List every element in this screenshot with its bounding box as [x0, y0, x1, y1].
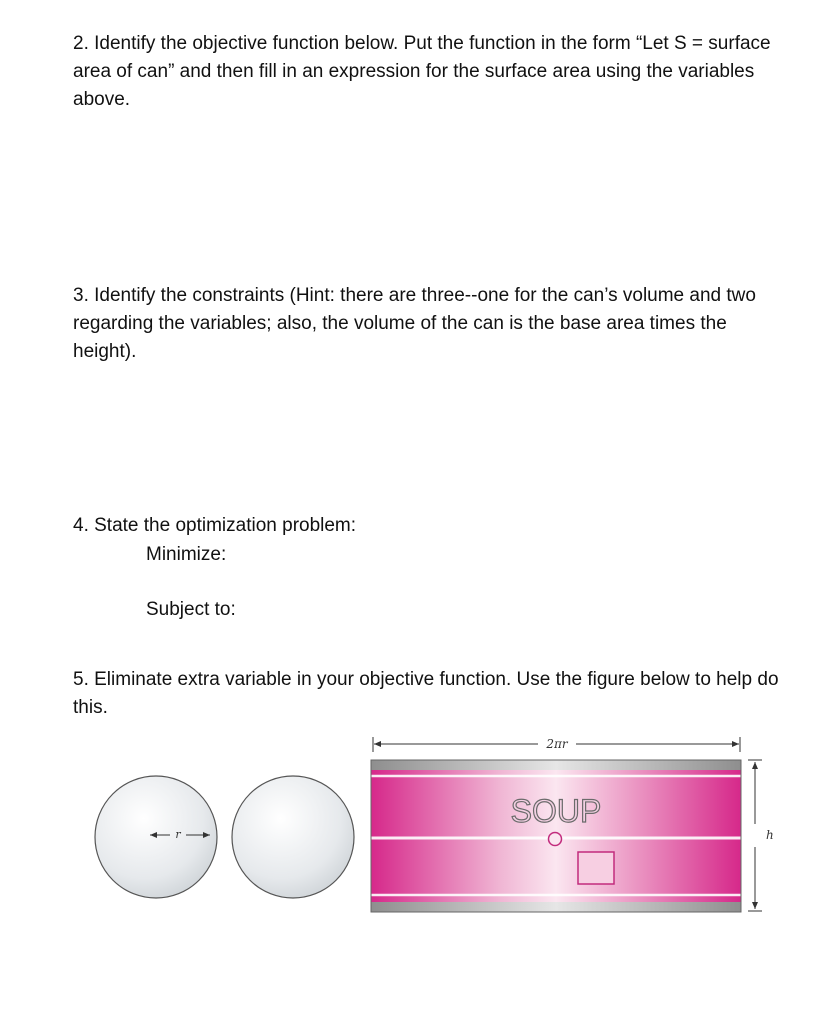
can-lid-left — [95, 776, 217, 898]
height-label: h — [766, 828, 774, 842]
question-4: 4. State the optimization problem: — [73, 515, 357, 536]
question-2: 2. Identify the objective function below. Put the function in the form “Let S = surface area of can” and then fill in an expression for the surface area using the variables above. — [73, 33, 771, 110]
question-5: 5. Eliminate extra variable in your objective function. Use the figure below to help do this. — [73, 669, 779, 718]
can-lid-right — [232, 776, 354, 898]
question-3: 3. Identify the constraints (Hint: there are three--one for the can’s volume and two regarding the variables; also, the volume of the can is the base area times the height). — [73, 285, 756, 362]
subject-to-label: Subject to: — [146, 599, 236, 620]
width-label: 2πr — [546, 737, 568, 751]
minimize-label: Minimize: — [146, 544, 227, 565]
radius-label: r — [175, 828, 181, 841]
can-net-figure — [90, 732, 780, 932]
can-label-text: SOUP — [510, 793, 602, 829]
width-dimension — [373, 737, 740, 752]
can-label-rectangle — [371, 760, 741, 912]
height-dimension — [748, 760, 774, 911]
